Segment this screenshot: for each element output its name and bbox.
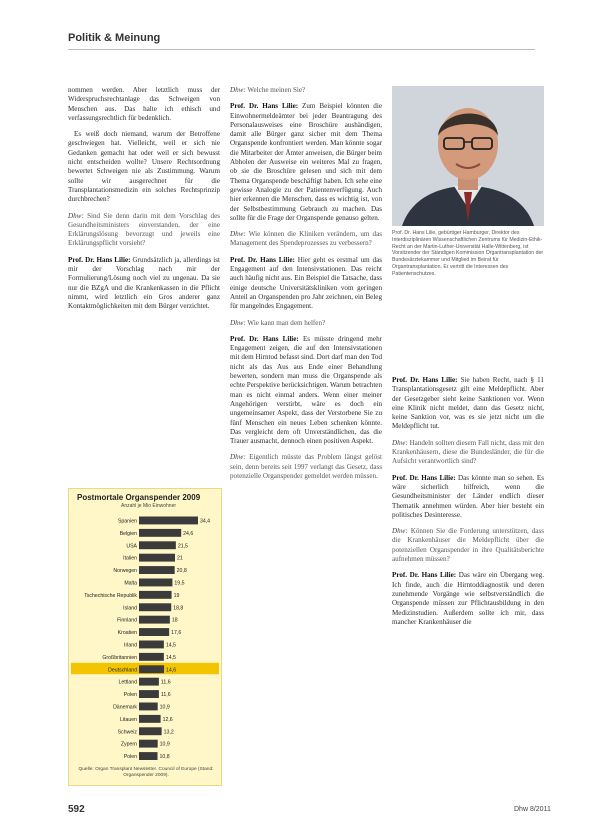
bar (139, 554, 175, 562)
value-label: 19 (173, 592, 180, 599)
category-label: Belgien (119, 530, 137, 537)
category-label: Litauen (119, 716, 137, 723)
answer-speaker: Prof. Dr. Hans Lilie: (392, 376, 458, 384)
bar (139, 690, 159, 698)
value-label: 18,8 (173, 605, 184, 612)
value-label: 19,5 (174, 580, 185, 587)
category-label: Zypern (120, 741, 137, 748)
question (230, 86, 382, 95)
value-label: 13,2 (163, 729, 174, 736)
question (230, 319, 382, 328)
question (68, 212, 220, 249)
value-label: 12,6 (162, 716, 173, 723)
bar (139, 628, 169, 636)
answer-speaker: Prof. Dr. Hans Lilie: (230, 334, 299, 343)
answer (392, 474, 544, 520)
bar (139, 727, 162, 735)
bar (139, 603, 171, 611)
chart-source: Quelle: Organ Transplant Newsletter. Council of Europe (Stand: Organspender 2009). (78, 767, 214, 778)
question-label: Dhw: (230, 318, 246, 327)
question-text: Wie kann man dem helfen? (247, 318, 326, 327)
answer (68, 256, 220, 312)
category-label: Kroatien (117, 630, 137, 637)
bar (139, 579, 172, 587)
organ-donor-chart (68, 488, 222, 786)
bar (139, 616, 170, 624)
category-label: Malta (124, 580, 137, 587)
answer (392, 571, 544, 627)
answer-text: Sie haben Recht, nach § 11 Transplantationsgesetz gilt eine Meldepflicht. Aber der Gesetzgeber sieht keine Sanktionen vor. Wenn eine Klinik nicht meldet, dann das Gesetz nicht, keine Sanktion vor, was es sie jetzt nicht um die Meldepflicht tut. (392, 376, 544, 431)
value-label: 11,6 (160, 692, 171, 699)
answer-speaker: Prof. Dr. Hans Lilie: (230, 255, 295, 264)
bar (139, 703, 158, 711)
question-label: Dhw: (230, 453, 246, 462)
question-text: Handeln sollten diesem Fall nicht, dass mit den Krankenhäusern, diese die Bundesländer, die für die Aufsicht verantwortlich sind? (392, 438, 544, 466)
page-number: 592 (68, 804, 85, 815)
chart-title: Postmortale Organspender 2009 (77, 493, 201, 502)
bar (139, 752, 158, 760)
category-label: Deutschland (108, 667, 137, 674)
answer-speaker: Prof. Dr. Hans Lilie: (392, 473, 456, 482)
category-label: Polen (123, 754, 137, 761)
category-label: Schweiz (117, 729, 137, 736)
value-label: 18 (171, 617, 178, 624)
question (230, 453, 382, 481)
answer-text: Das könnte man so sehen. Es wäre sicherlich hilfreich, wenn die Gesundheitsminister der Länder endlich dieser Thematik annehmen würden. Aber hier besteht ein politisches Desinteresse. (392, 473, 544, 519)
category-label: Italien (123, 555, 137, 562)
value-label: 14,6 (166, 667, 177, 674)
answer-text: Das wäre ein Übergang weg. Ich finde, auch die Hirntoddiagnostik und deren zunehmende Vorgänge wie selbstverständlich die Organspende müssen zur Pflichtausbildung in den Medizinstudien. Außerdem sollte ich mir, dass mancher Krankenhäuser die (392, 571, 544, 626)
question-text: Wie können die Kliniken verändern, um das Management des Spendeprozesses zu verbessern? (230, 230, 382, 248)
question (392, 439, 544, 467)
answer-text: Es müsste dringend mehr Engagement zeigen, die auf den Intensivstationen mit dem Hirntod befasst sind. Dort darf man den Tod nicht als das Aus aus Ende einer Behandlung bewerten, sondern man muss die Organspende als echte Perspektive berücksichtigen. Warum betrachten man es nicht einmal anders. Wenn einer meiner Angehörigen verstirbt, wäre es doch ein ungemeinsamer Aspekt, dass der Verstorbene Sie zu fünf Menschen ein neues Leben schenken könnte. Das vergleicht dem oft Unverständlichen, das die Trauer ausmacht, dennoch einen positiven Aspekt. (230, 334, 382, 446)
value-label: 14,5 (165, 642, 176, 649)
portrait-photo (392, 86, 544, 226)
answer (392, 376, 544, 432)
category-label: Island (123, 605, 137, 612)
answer-text: Grundsätzlich ja, allerdings ist mir der Vorschlag nach mir der Formulierung/Lösung noch viel zu ungenau. Da sie nur die BZgA und die Krankenkassen in die Pflicht nimmt, wird letztlich ein Gros anderer ganz Kontaktmöglichkeiten mit dem Bürger verzichtet. (68, 255, 220, 311)
category-label: USA (126, 543, 137, 550)
category-label: Polen (123, 692, 137, 699)
section-header: Politik & Meinung (68, 32, 161, 44)
value-label: 11,6 (160, 679, 171, 686)
bar (139, 541, 176, 549)
value-label: 34,4 (199, 518, 211, 525)
issue-label: Dhw 8/2011 (514, 806, 551, 813)
value-label: 21,5 (177, 543, 188, 550)
bar (139, 678, 159, 686)
bar (139, 591, 172, 599)
answer-text: Zum Beispiel könnten die Einwohnermeldeämter bei jeder Beantragung des Personalausweises eine Broschüre aushändigen, damit alle Bürger ganz sicher mit dem Thema Organspende konfrontiert werden. Man könnte sogar die Mitarbeiter der Ämter anweisen, die Bürger beim Abholen der Ausweise ein weiteres Mal zu fragen, ob sie die Broschüre gelesen und sich mit dem Thema Organspende beschäftigt haben. Ich sehe eine gewisse Analogie zu der Patientenverfügung. Auch hier erkennen die Menschen, dass es wichtig ist, von der Selbstbestimmung Gebrauch zu machen. Das sollte für die Frage der Organspende genauso gelten. (230, 102, 382, 222)
chart-plot (69, 509, 221, 765)
answer-speaker: Prof. Dr. Hans Lilie: (230, 102, 299, 111)
article-column-2 (230, 86, 382, 488)
category-label: Spanien (117, 518, 137, 525)
answer-text: Hier geht es erstmal um das Engagement auf den Intensivstationen. Das reicht auch häufig nicht aus. Ein Beispiel die Tatsache, dass einige deutsche Universitätskliniken vom geringen Anteil an Organspenden pro Jahr zeichnen, ein Beleg für mangelndes Engagement. (230, 255, 382, 311)
photo-caption: Prof. Dr. Hans Lilie, gebürtiger Hamburger, Direktor des Interdisziplinären Wissenschaftlichen Zentrums für Medizin-Ethik-Recht an der Martin-Luther-Universität Halle-Wittenberg, ist Vorsitzender der Ständigen Kommission Organtransplantation der Bundesärztekammer und Mitglied im Beirat für Organtransplantation. Er vertritt die Interessen des Patientenschutzes. (392, 230, 544, 277)
bar (139, 529, 181, 537)
question-text: Können Sie die Forderung unterstützen, dass die Krankenhäuser die Meldepflicht über die potenziellen Organspender in ihre Qualitätsberichte aufnehmen müssen? (392, 527, 544, 564)
value-label: 24,6 (183, 530, 194, 537)
category-label: Dänemark (113, 704, 137, 711)
category-label: Tschechische Republik (84, 592, 137, 599)
question-label: Dhw: (230, 230, 246, 239)
paragraph: nommen werden. Aber letztlich muss der Widerspruchsrechtanlage das Schweigen von Menschen aus. Das halte ich ethisch und verfassungsrechtlich für bedenklich. (68, 86, 220, 122)
question (230, 230, 382, 249)
paragraph: Es weiß doch niemand, warum der Betroffene geschwiegen hat. Vielleicht, weil er sich nie Gedanken gemacht hat oder weil er sich bewusst nicht entscheiden wollte? Unsere Rechtsordnung bewertet Schweigen nie als Zustimmung. Warum sollte wir ausgerechnet für die Transplantationsmedizin ein solches Rechtsprinzip durchbrechen? (68, 130, 220, 204)
question-text: Welche meinen Sie? (247, 86, 306, 94)
value-label: 17,6 (171, 630, 182, 637)
question (392, 527, 544, 564)
question-text: Eigentlich müsste das Problem längst gelöst sein, denn bereits seit 1997 verlangt das Gesetz, dass potenzielle Organspender gemeldet werden müssen. (230, 453, 382, 480)
value-label: 20,8 (176, 568, 187, 575)
answer-speaker: Prof. Dr. Hans Lilie: (68, 255, 131, 264)
header-rule (68, 49, 535, 50)
article-column-1 (68, 86, 220, 319)
question-label: Dhw: (230, 86, 246, 94)
question-label: Dhw: (392, 527, 408, 536)
bar (139, 665, 164, 673)
bar (139, 566, 175, 574)
value-label: 21 (177, 555, 183, 562)
answer-speaker: Prof. Dr. Hans Lilie: (392, 571, 457, 580)
value-label: 10,8 (159, 754, 170, 761)
bar (139, 517, 198, 525)
bar (139, 740, 158, 748)
category-label: Lettland (118, 679, 137, 686)
bar (139, 715, 161, 723)
category-label: Großbritannien (102, 654, 137, 661)
value-label: 10,9 (159, 741, 170, 748)
value-label: 14,5 (165, 654, 176, 661)
category-label: Irland (124, 642, 137, 649)
question-label: Dhw: (392, 438, 408, 447)
bar (139, 641, 164, 649)
answer (230, 102, 382, 223)
value-label: 10,9 (159, 704, 170, 711)
chart-subtitle: Anzahl je Mio Einwohner (121, 503, 177, 509)
portrait-illustration (392, 86, 544, 226)
bar (139, 653, 164, 661)
answer (230, 335, 382, 447)
question-label: Dhw: (68, 211, 84, 220)
question-text: Sind Sie denn darin mit dem Vorschlag des Gesundheitsministers einverstanden, der eine Erklärungslösung bevorzugt und jeweils eine Erklärungspflicht vorsieht? (68, 211, 221, 248)
answer (230, 256, 382, 312)
category-label: Finnland (117, 617, 137, 624)
article-column-3 (392, 376, 544, 634)
category-label: Norwegen (113, 568, 137, 575)
